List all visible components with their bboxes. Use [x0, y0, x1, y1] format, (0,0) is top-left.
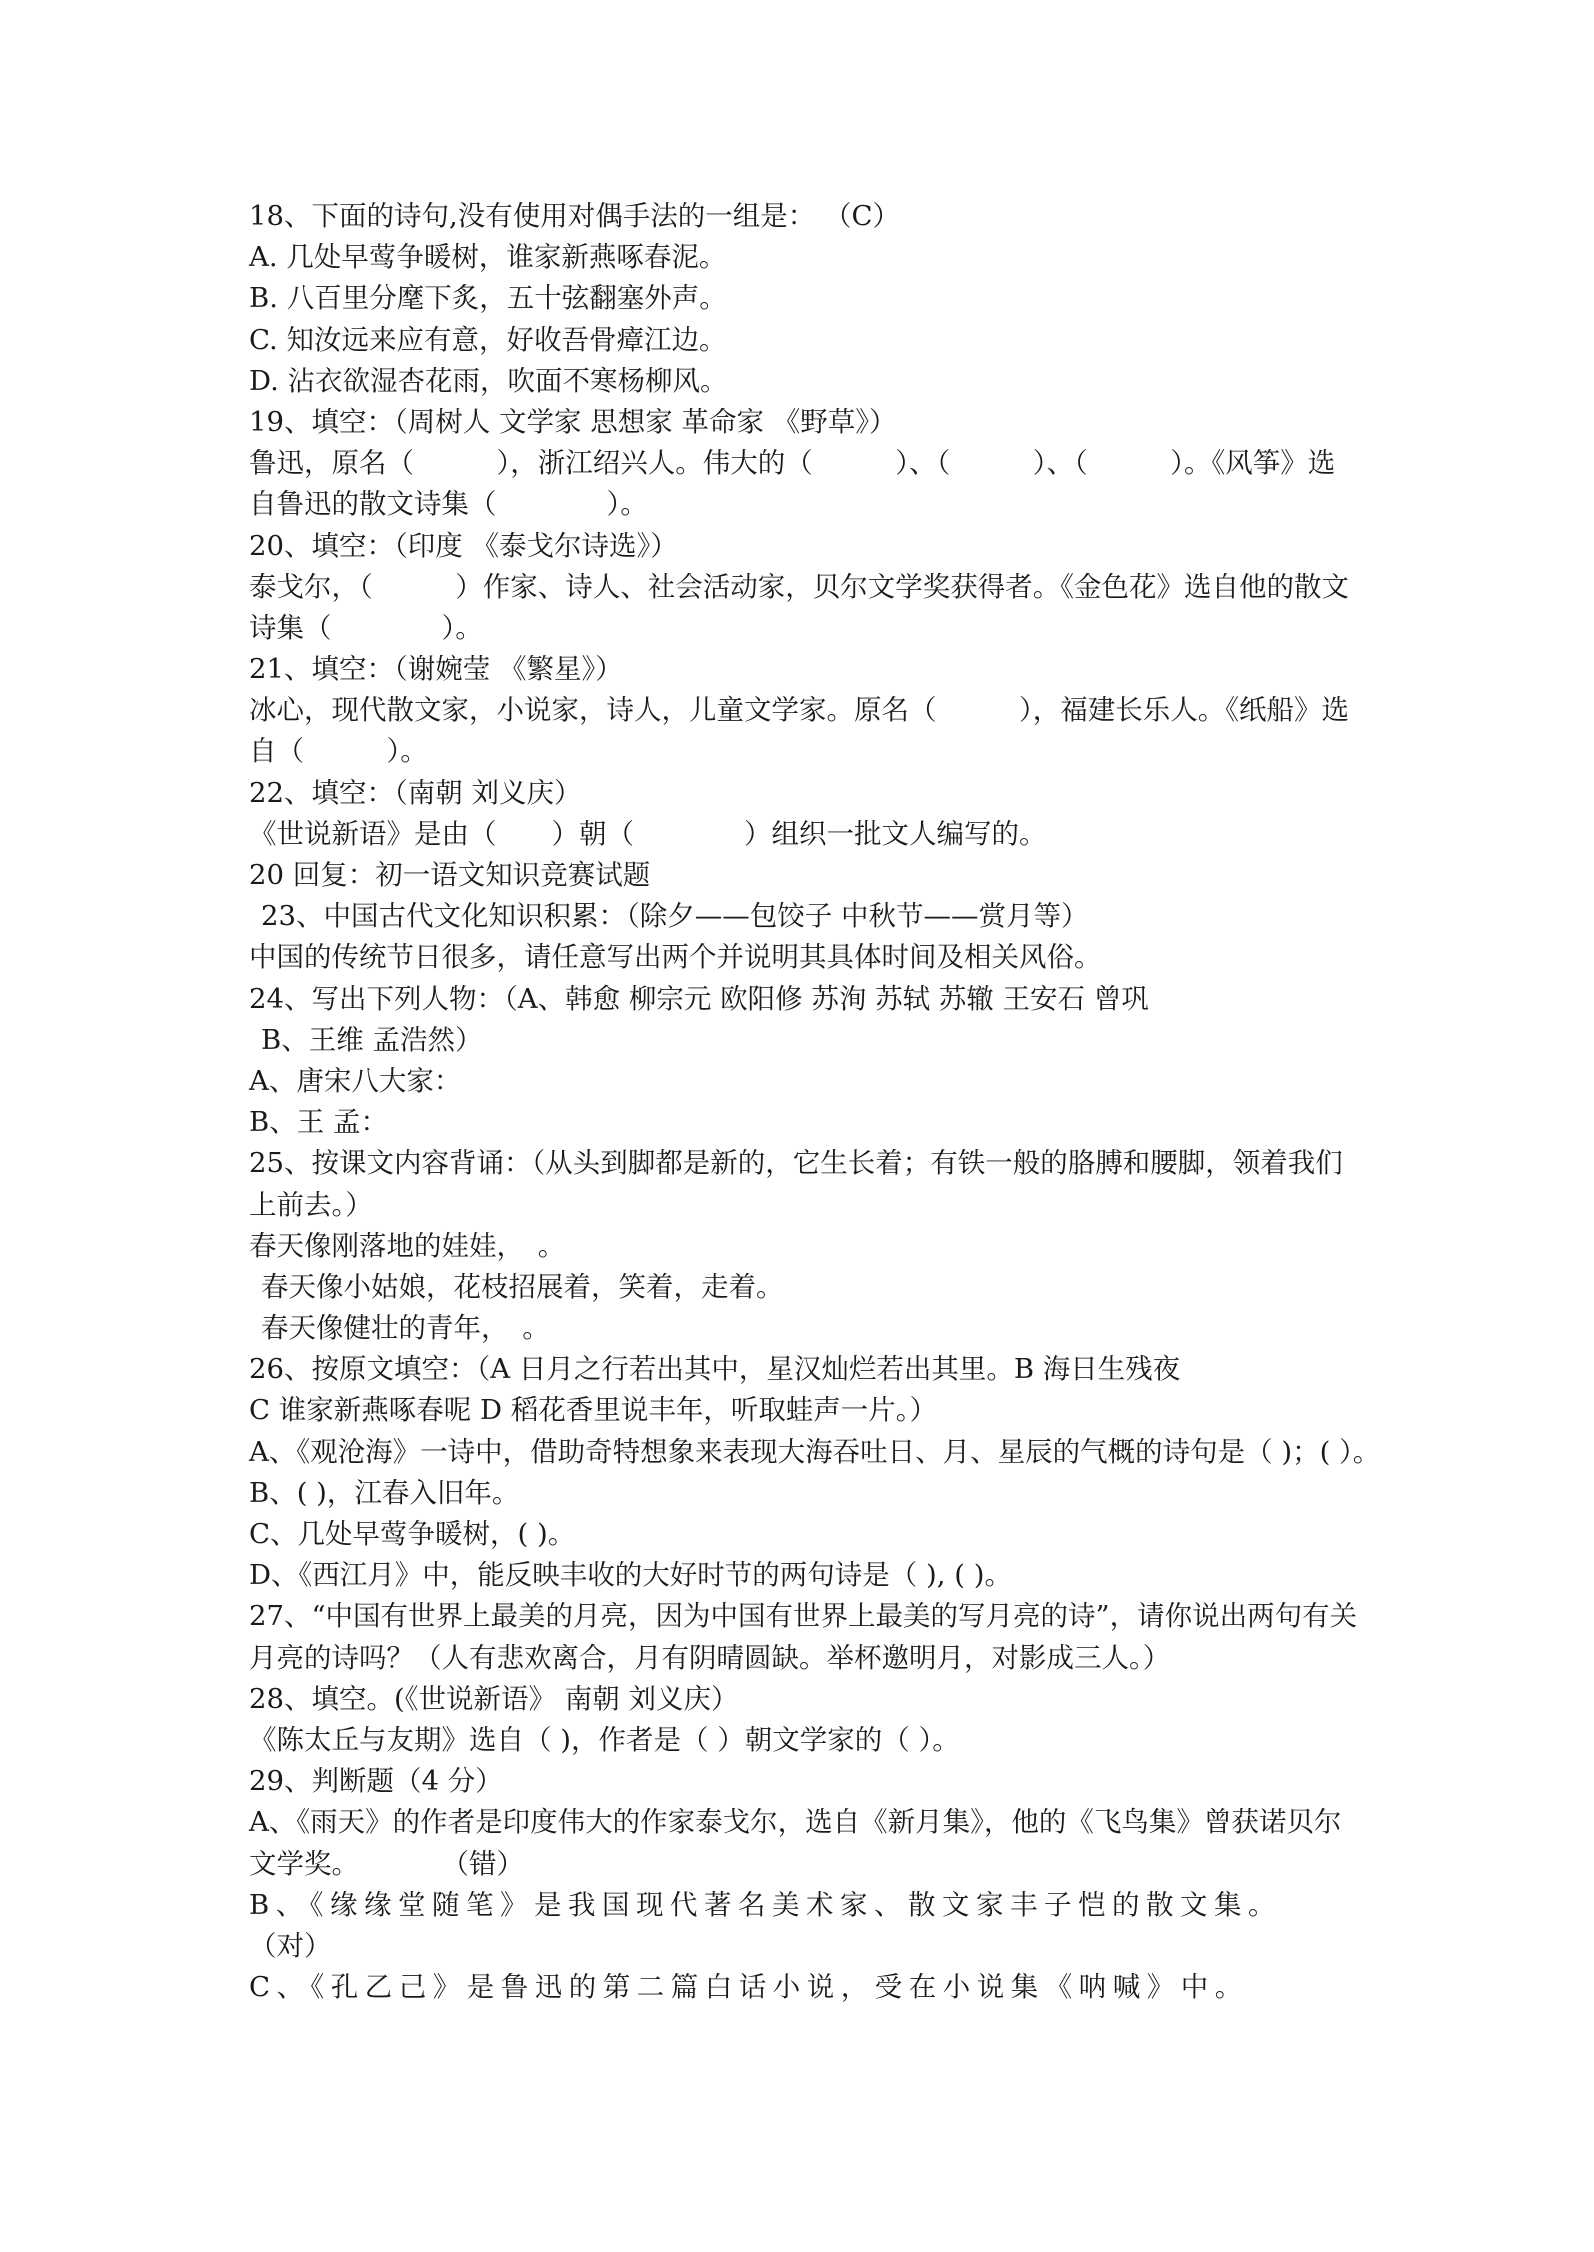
option-c: C. 知汝远来应有意，好收吾骨瘴江边。	[249, 323, 727, 356]
question-19-title: 19、填空：（周树人 文学家 思想家 革命家 《野草》）	[249, 405, 897, 438]
option-b: B. 八百里分麾下炙，五十弦翻塞外声。	[249, 282, 727, 315]
question-22-title: 22、填空：（南朝 刘义庆）	[249, 776, 582, 809]
question-26-title: 26、按原文填空：（A 日月之行若出其中，星汉灿烂若出其里。B 海日生残夜	[249, 1353, 1181, 1386]
question-26-title-cont: C 谁家新燕啄春呢 D 稻花香里说丰年，听取蛙声一片。）	[249, 1394, 938, 1427]
question-29-b-answer: （对）	[249, 1929, 332, 1962]
question-20-body-2: 诗集（ ）。	[249, 611, 483, 644]
question-20-title: 20、填空：（印度 《泰戈尔诗选》）	[249, 529, 678, 562]
question-24-a: A、唐宋八大家：	[249, 1064, 462, 1097]
question-25-line-1: 春天像刚落地的娃娃， 。	[249, 1229, 566, 1262]
question-29-a: A、《雨天》的作者是印度伟大的作家泰戈尔，选自《新月集》，他的《飞鸟集》曾获诺贝尔	[249, 1806, 1342, 1839]
question-23-body: 中国的传统节日很多，请任意写出两个并说明其具体时间及相关风俗。	[249, 941, 1102, 974]
question-28-body: 《陈太丘与友期》选自（ )，作者是（ ）朝文学家的（ ）。	[249, 1723, 960, 1756]
question-27-title-cont: 月亮的诗吗？（人有悲欢离合，月有阴晴圆缺。举杯邀明月，对影成三人。）	[249, 1641, 1171, 1674]
question-29-a-cont: 文学奖。 （错）	[249, 1847, 524, 1880]
option-d: D. 沾衣欲湿杏花雨，吹面不寒杨柳风。	[249, 364, 728, 397]
question-23-title: 23、中国古代文化知识积累：（除夕——包饺子 中秋节——赏月等）	[261, 900, 1089, 933]
question-22-body: 《世说新语》是由（ ）朝（ ）组织一批文人编写的。	[249, 817, 1047, 850]
question-27-title: 27、“中国有世界上最美的月亮，因为中国有世界上最美的写月亮的诗”，请你说出两句有关	[249, 1600, 1358, 1633]
question-24-title-cont: B、王维 孟浩然）	[261, 1023, 483, 1056]
question-28-title: 28、填空。(《世说新语》 南朝 刘义庆）	[249, 1682, 739, 1715]
question-24-b: B、王 孟：	[249, 1106, 388, 1139]
document-page	[249, 196, 1381, 2008]
question-29-title: 29、判断题（4 分）	[249, 1765, 503, 1798]
reply-heading: 20 回复：初一语文知识竞赛试题	[249, 859, 651, 891]
question-18-title: 18、下面的诗句,没有使用对偶手法的一组是： （C）	[249, 200, 901, 232]
option-a: A. 几处早莺争暖树，谁家新燕啄春泥。	[249, 241, 727, 274]
question-29-c: C、《孔乙己》是鲁迅的第二篇白话小说，受在小说集《呐喊》中。	[249, 1971, 1249, 2004]
question-20-body-1: 泰戈尔，（ ）作家、诗人、社会活动家，贝尔文学奖获得者。《金色花》选自他的散文	[249, 570, 1349, 603]
question-19-body-1: 鲁迅，原名（ ），浙江绍兴人。伟大的（ ）、（ ）、（ ）。《风筝》选	[249, 447, 1336, 480]
question-25-title-cont: 上前去。）	[249, 1188, 373, 1221]
question-21-body-2: 自（ ）。	[249, 735, 428, 768]
question-21-body-1: 冰心，现代散文家，小说家，诗人，儿童文学家。原名（ ），福建长乐人。《纸船》选	[249, 694, 1349, 727]
question-26-a: A、《观沧海》一诗中，借助奇特想象来表现大海吞吐日、月、星辰的气概的诗句是（ )；( ）。	[249, 1435, 1381, 1468]
question-25-title: 25、按课文内容背诵：（从头到脚都是新的，它生长着；有铁一般的胳膊和腰脚，领着我们	[249, 1147, 1343, 1180]
question-21-title: 21、填空：（谢婉莹 《繁星》）	[249, 653, 623, 686]
question-19-body-2: 自鲁迅的散文诗集（ ）。	[249, 488, 648, 521]
question-25-line-2: 春天像小姑娘，花枝招展着，笑着，走着。	[261, 1270, 784, 1303]
question-26-d: D、《西江月》中，能反映丰收的大好时节的两句诗是（ ), ( )。	[249, 1559, 1012, 1592]
question-24-title: 24、写出下列人物：（A、韩愈 柳宗元 欧阳修 苏洵 苏轼 苏辙 王安石 曾巩	[249, 982, 1149, 1015]
question-26-b: B、( )，江春入旧年。	[249, 1476, 520, 1509]
question-26-c: C、几处早莺争暖树，( )。	[249, 1518, 576, 1550]
question-25-line-3: 春天像健壮的青年， 。	[261, 1312, 550, 1345]
question-29-b: B、《缘缘堂随笔》是我国现代著名美术家、散文家丰子恺的散文集。	[249, 1888, 1282, 1921]
